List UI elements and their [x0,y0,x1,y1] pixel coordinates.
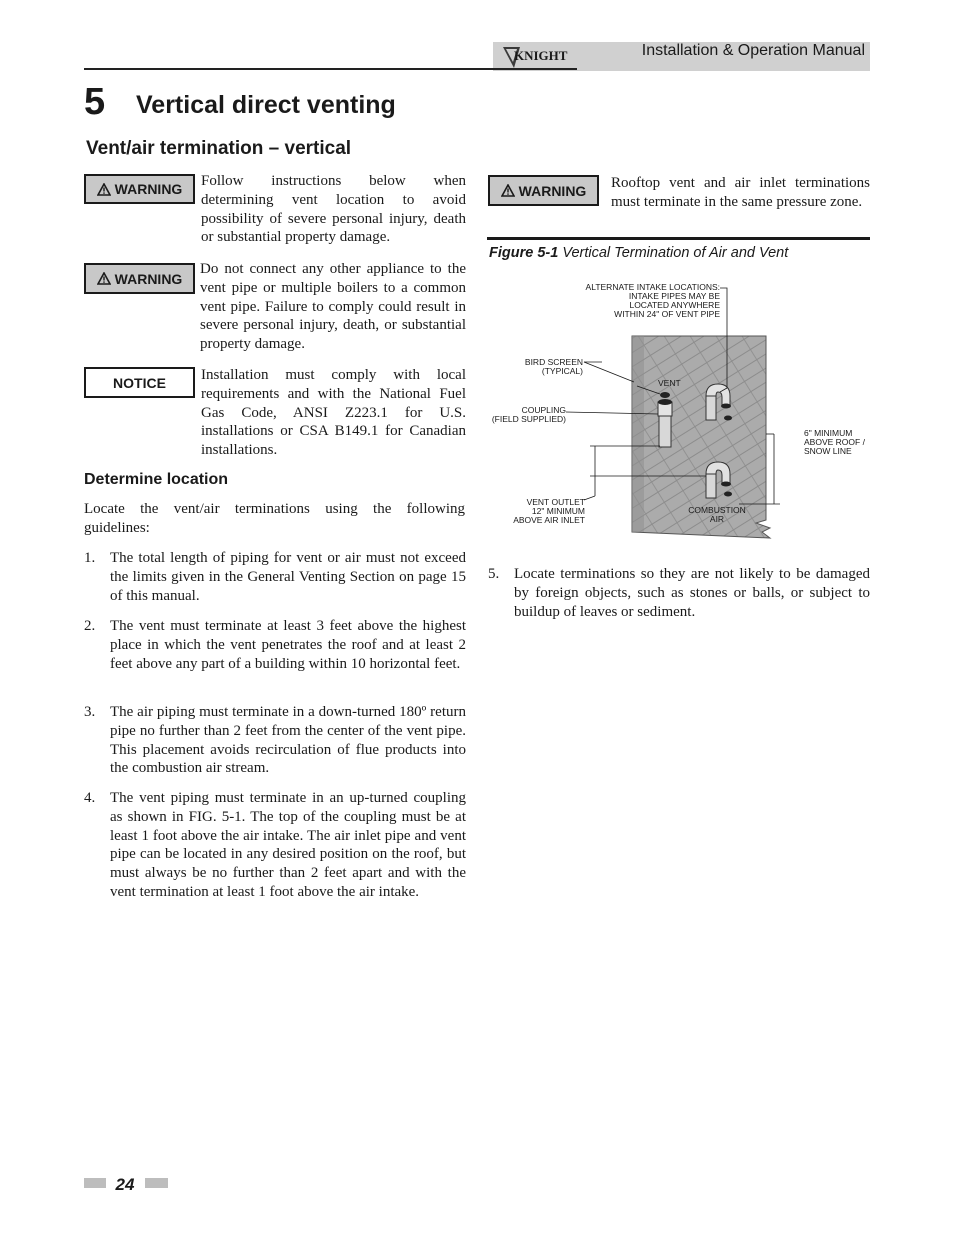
label-bird-screen-line1: BIRD SCREEN [524,357,583,367]
warning-label-3 [488,175,599,206]
logo-text: KNIGHT [514,48,568,63]
warning-triangle-icon [97,272,111,285]
notice-text: Installation must comply with local requirements and with the National Fuel Gas Code, ANSI Z223.1 for U.S. installations or CSA B149.1 for Canadian installations. [201,367,466,459]
list-number: 4. [84,790,96,806]
label-min-above-roof-line1: 6" MINIMUM [804,428,853,438]
bird-screen-icon [660,392,670,398]
figure-rule [487,237,870,240]
section-title: Vent/air termination – vertical [86,138,352,159]
knight-logo [500,44,576,70]
notice-label-text: NOTICE [113,374,166,391]
list-item [84,703,466,781]
label-min-above-roof-line2: ABOVE ROOF / [804,437,865,447]
label-vent-outlet-line3: ABOVE AIR INLET [513,515,585,525]
label-coupling-line1: COUPLING [521,405,566,415]
label-vent: VENT [658,378,681,388]
label-bird-screen-line2: (TYPICAL) [541,366,583,376]
label-vent-outlet-line1: VENT OUTLET [526,497,585,507]
subsection-title: Determine location [84,471,229,488]
list-number: 2. [84,618,96,634]
list-item [488,565,870,625]
label-combustion-air-line1: COMBUSTION [688,505,746,515]
figure-caption-text: Vertical Termination of Air and Vent [562,245,789,261]
list-text: The vent must terminate at least 3 feet above the highest place in which the vent penetrates the roof and at least 2 feet above any part of a building within 10 horizontal feet. [110,618,466,672]
warning-triangle-icon [97,183,111,196]
page-bar-right [145,1178,168,1188]
warning-text-3: Rooftop vent and air inlet terminations must terminate in the same pressure zone. [611,175,870,210]
warning-label-text: WARNING [518,182,587,199]
label-alt-intake-line1: ALTERNATE INTAKE LOCATIONS: [585,282,720,292]
warning-text-1: Follow instructions below when determining vent location to avoid possibility of severe personal injury, death or substantial property damage. [201,173,466,246]
figure-caption [489,244,788,262]
warning-label-1 [84,174,195,204]
chapter-number: 5 [84,81,106,123]
warning-text-2: Do not connect any other appliance to the vent pipe or multiple boilers to a common vent pipe. Failure to comply could result in severe personal injury, death, or substantial property damage. [200,261,466,353]
list-item [84,549,466,607]
notice-label [84,367,195,398]
label-min-above-roof-line3: SNOW LINE [804,446,852,456]
list-number: 3. [84,704,96,720]
vent-pipe [658,392,672,447]
label-alt-intake-line4: WITHIN 24" OF VENT PIPE [614,309,720,319]
list-text: The vent piping must terminate in an up-turned coupling as shown in FIG. 5-1. The top of the coupling must be at least 1 foot above the air intake. The air inlet pipe and vent pipe can be located in any desired position on the roof, but must always be no further than 2 feet apart and with the vent termination at least 1 foot above the air intake. [110,790,466,900]
warning-label-2 [84,263,195,294]
list-text: The total length of piping for vent or air must not exceed the limits given in the General Venting Section on page 15 of this manual. [110,550,466,604]
manual-title: Installation & Operation Manual [641,42,865,59]
label-coupling-line2: (FIELD SUPPLIED) [491,414,566,424]
list-text: Locate terminations so they are not likely to be damaged by foreign objects, such as stones or balls, or subject to buildup of leaves or sediment. [514,566,870,620]
warning-triangle-icon [501,184,515,197]
label-alt-intake-line2: INTAKE PIPES MAY BE [628,291,720,301]
list-text: The air piping must terminate in a down-turned 180º return pipe no further than 2 feet from the center of the vent pipe. This placement avoids recirculation of flue products into the combustion air stream. [110,704,466,777]
list-item [84,617,466,693]
warning-label-text: WARNING [114,270,183,287]
warning-label-text: WARNING [114,181,183,197]
page-bar-left [84,1178,106,1188]
page-number: 24 [115,1175,135,1194]
list-number: 5. [488,566,500,582]
subsection-intro: Locate the vent/air terminations using the following guidelines: [84,501,465,536]
label-alt-intake-line3: LOCATED ANYWHERE [629,300,720,310]
list-number: 1. [84,550,96,566]
vertical-termination-figure [484,276,876,546]
label-vent-outlet-line2: 12" MINIMUM [531,506,585,516]
figure-caption-lead: Figure 5-1 [489,245,559,261]
list-item [84,789,466,923]
chapter-title: Vertical direct venting [136,91,396,119]
label-combustion-air-line2: AIR [709,514,725,524]
roof-edge [632,336,644,532]
